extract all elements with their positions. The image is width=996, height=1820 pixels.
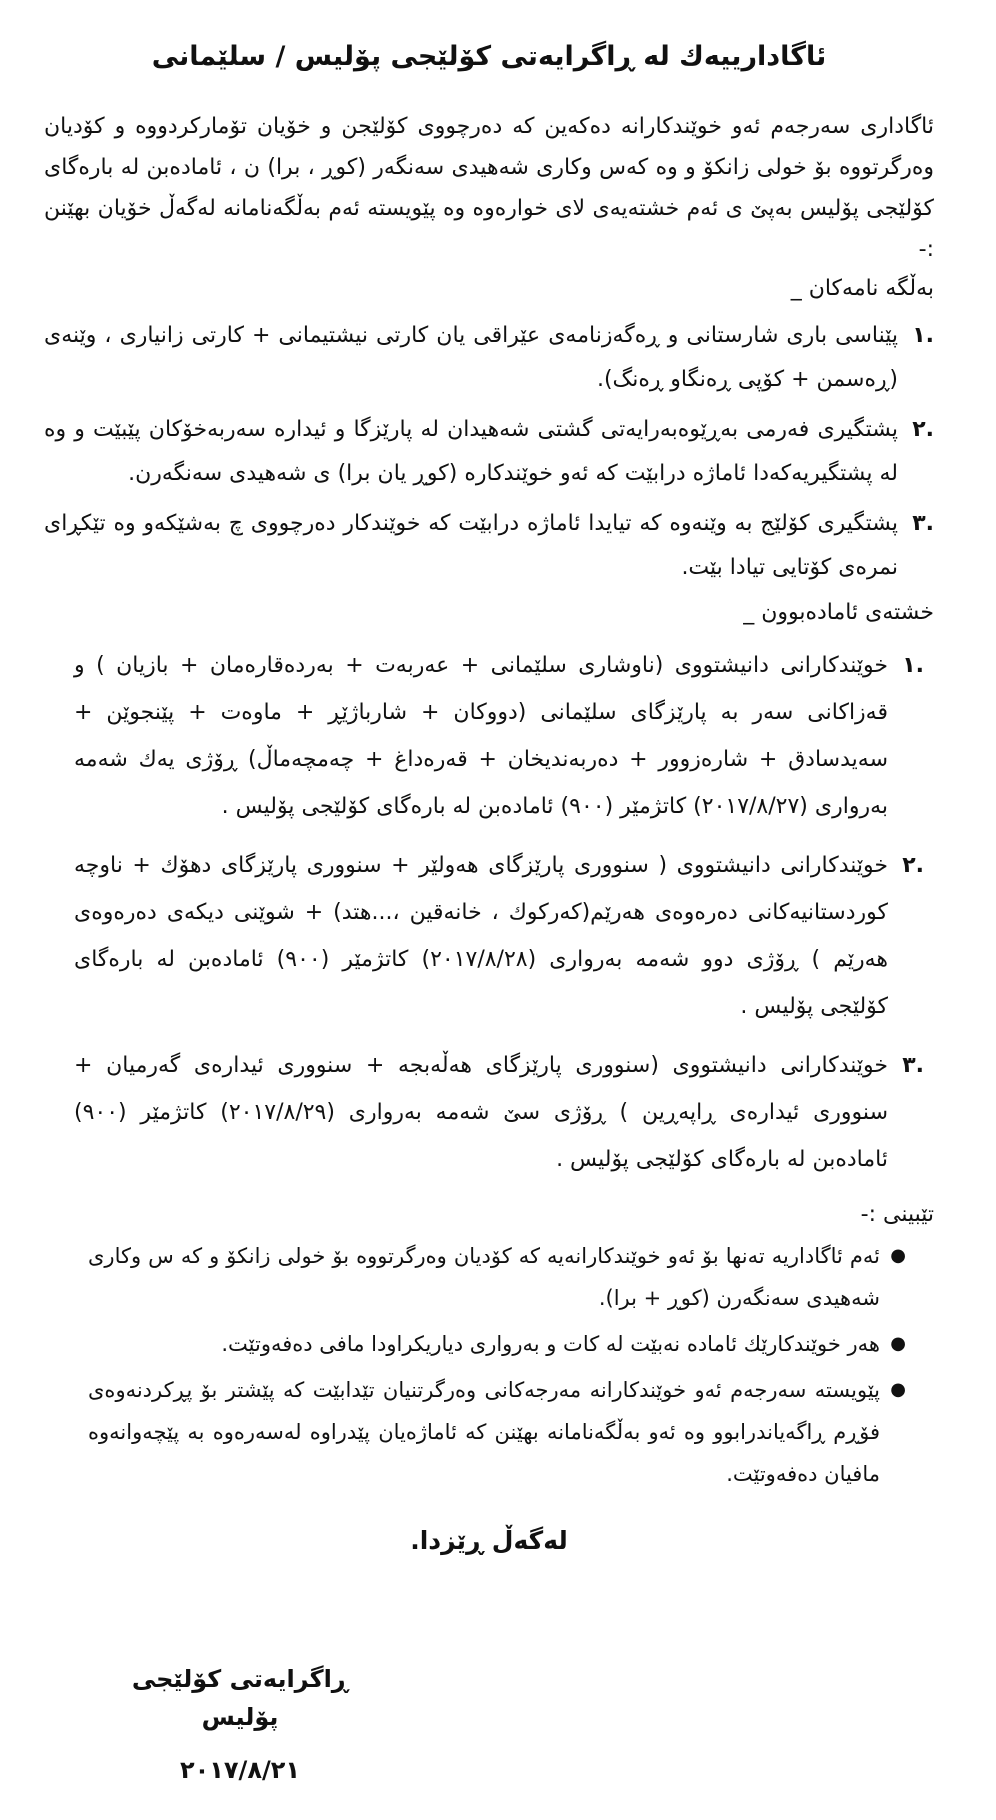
note-item <box>44 1369 906 1495</box>
schedule-item <box>44 1042 934 1183</box>
schedule-list <box>44 642 934 1183</box>
document-number: .٢ <box>912 416 934 442</box>
signature-block <box>110 1660 370 1789</box>
note-item <box>44 1323 906 1365</box>
bullet-icon: ● <box>890 1332 906 1354</box>
document-item <box>44 408 934 496</box>
schedule-heading: خشتەی ئامادەبوون _ <box>743 599 934 625</box>
documents-heading: بەڵگە نامەکان _ <box>790 275 934 301</box>
schedule-text: خوێندکارانی دانیشتووی (سنووری پارێزگای هەڵەبجە + سنووری ئیدارەی گەرمیان + سنووری ئیدارەی ڕاپەڕین ) ڕۆژی سێ شەمە بەرواری (٢٠١٧/٨/٢٩) کاتژمێر (٩٠٠) ئامادەبن لە بارەگای کۆلێجی پۆلیس . <box>74 1052 888 1172</box>
note-text: پێویستە سەرجەم ئەو خوێندکارانە مەرجەکانی وەرگرتنیان تێدابێت کە پێشتر بۆ پڕکردنەوەی فۆڕم ڕاگەیاندرابوو وە ئەو بەڵگەنامانە بهێنن کە ئاماژەیان پێدراوە لەسەرەوە بە پێچەوانەوە مافیان دەفەوتێت. <box>88 1377 880 1486</box>
closing-line: لەگەڵ ڕێزدا. <box>410 1525 568 1555</box>
document-text: پشتگیری کۆلێج بە وێنەوە کە تیایدا ئاماژە درابێت کە خوێندکار دەرچووی چ بەشێکەو وە تێکڕای نمرەی کۆتایی تیادا بێت. <box>44 510 898 580</box>
schedule-text: خوێندکارانی دانیشتووی (ناوشاری سلێمانی + عەربەت + بەردەقارەمان + بازیان ) و قەزاکانی سەر بە پارێزگای سلێمانی (دووکان + شارباژێڕ + ماوەت + پێنجوێن + سەیدسادق + شارەزوور + دەربەندیخان + قەرەداغ + چەمچەماڵ) ڕۆژی یەك شەمە بەرواری (٢٠١٧/٨/٢٧) کاتژمێر (٩٠٠) ئامادەبن لە بارەگای کۆلێجی پۆلیس . <box>74 652 888 819</box>
schedule-number: .٢ <box>902 852 924 878</box>
document-item <box>44 314 934 402</box>
page-title: ئاگادارییەك لە ڕاگرایەتی کۆلێجی پۆلیس / سلێمانی <box>151 41 827 72</box>
bullet-icon: ● <box>890 1378 906 1400</box>
intro-paragraph: ئاگاداری سەرجەم ئەو خوێندکارانە دەکەین کە دەرچووی کۆلێجن و خۆیان تۆمارکردووە و کۆدیان وەرگرتووە بۆ خولی زانکۆ و وە کەس وکاری شەهیدی سەنگەر (کوڕ ، برا) ن ، ئامادەبن لە بارەگای کۆلێجی پۆلیس بەپێ ی ئەم خشتەیەی لای خوارەوە وە پێویستە ئەم بەڵگەنامانە لەگەڵ خۆیان بهێنن :- <box>44 113 934 262</box>
notes-list <box>44 1235 934 1495</box>
schedule-item <box>44 642 934 830</box>
bullet-icon: ● <box>890 1244 906 1266</box>
schedule-number: .٣ <box>902 1052 924 1078</box>
signature-date: ٢٠١٧/٨/٢١ <box>179 1755 301 1784</box>
document-number: .٣ <box>912 510 934 536</box>
documents-list <box>44 314 934 590</box>
note-item <box>44 1235 906 1319</box>
document-text: پشتگیری فەرمی بەڕێوەبەرایەتی گشتی شەهیدان لە پارێزگا و ئیدارە سەربەخۆکان پێبێت و وە لە پشتگیریەکەدا ئاماژە درابێت کە ئەو خوێندکارە (کوڕ یان برا) ی شەهیدی سەنگەرن. <box>44 416 898 486</box>
document-number: .١ <box>912 322 934 348</box>
document-item <box>44 502 934 590</box>
schedule-text: خوێندکارانی دانیشتووی ( سنووری پارێزگای هەولێر + سنووری پارێزگای دهۆك + ناوچە کوردستانیەکانی دەرەوەی هەرێم(کەرکوك ، خانەقین ،...هتد) + شوێنی دیکەی دەرەوەی هەرێم ) ڕۆژی دوو شەمە بەرواری (٢٠١٧/٨/٢٨) کاتژمێر (٩٠٠) ئامادەبن لە بارەگای کۆلێجی پۆلیس . <box>74 852 888 1019</box>
schedule-item <box>44 842 934 1030</box>
document-text: پێناسی باری شارستانی و ڕەگەزنامەی عێراقی یان کارتی نیشتیمانی + کارتی زانیاری ، وێنەی (ڕەسمن + کۆپی ڕەنگاو ڕەنگ). <box>44 322 898 392</box>
note-text: ئەم ئاگاداریە تەنها بۆ ئەو خوێندکارانەیە کە کۆدیان وەرگرتووە بۆ خولی زانکۆ و کە س وکاری شەهیدی سەنگەرن (کوڕ + برا). <box>88 1243 880 1310</box>
signature-name: ڕاگرایەتی کۆلێجی پۆلیس <box>131 1665 349 1732</box>
notes-heading: تێبینی :- <box>860 1201 934 1227</box>
note-text: هەر خوێندکارێك ئامادە نەبێت لە کات و بەرواری دیاریکراودا مافی دەفەوتێت. <box>221 1331 880 1356</box>
schedule-number: .١ <box>902 652 924 678</box>
